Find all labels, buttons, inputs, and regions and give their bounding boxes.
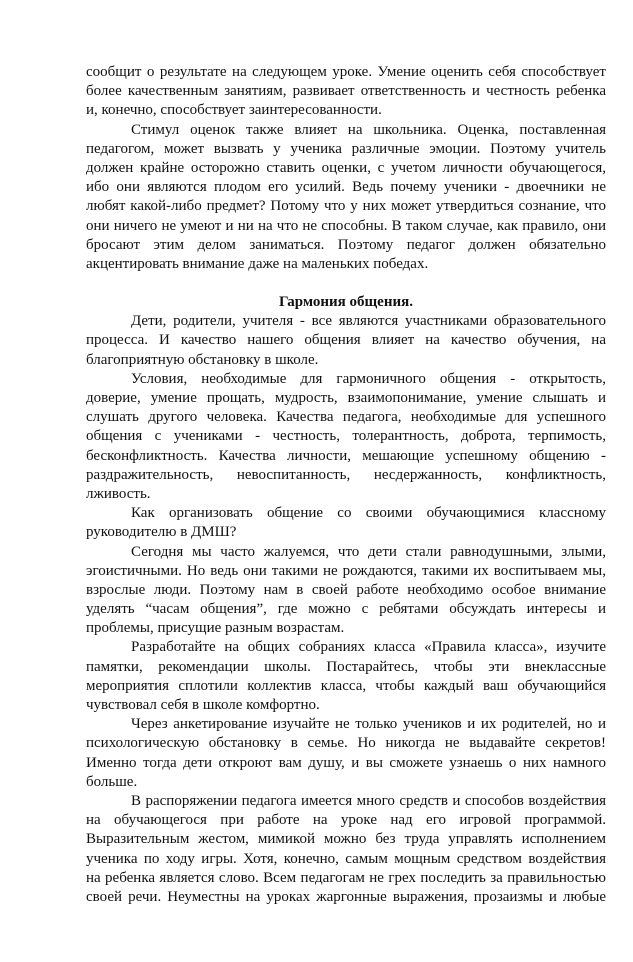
body-line: Разработайте на общих собраниях класса «Правила класса», изучите [131, 639, 606, 656]
body-line: ибо они являются плодом его усилий. Ведь почему ученики - двоечники не [86, 179, 606, 196]
body-line: взрослые люди. Поэтому нам в своей работе необходимо особое внимание [86, 581, 606, 598]
body-line: больше. [86, 773, 138, 790]
body-line: эгоистичными. Но ведь они такими не рождаются, такими их воспитываем мы, [86, 562, 606, 579]
body-line: психологическую обстановку в семье. Но никогда не выдавайте секретов! [86, 735, 606, 752]
body-line: педагогом, может вызвать у ученика различные эмоции. Поэтому учитель [86, 140, 606, 157]
body-line: памятки, рекомендации школы. Постарайтесь, чтобы эти внеклассные [86, 658, 606, 675]
body-line: Выразительным жестом, мимикой можно без труда управлять исполнением [86, 831, 606, 848]
body-line: мероприятия сплотили коллектив класса, чтобы каждый ваш обучающийся [86, 677, 606, 694]
body-line: Условия, необходимые для гармоничного общения - открытость, [131, 370, 606, 387]
body-line: они ничего не умеют и ни на что не способны. В таком случае, как правило, они [86, 217, 606, 234]
body-line: лживость. [86, 485, 151, 502]
body-line: и, конечно, способствует заинтересованности. [86, 102, 382, 119]
body-line: Сегодня мы часто жалуемся, что дети стали равнодушными, злыми, [131, 543, 606, 560]
body-line: более качественным занятиям, развивает ответственность и честность ребенка [86, 83, 606, 100]
body-line: процесса. И качество нашего общения влияет на качество обучения, на [86, 332, 606, 349]
body-line: на ребенка является слово. Всем педагогам не грех последить за правильностью [86, 869, 606, 886]
section-heading: Гармония общения. [279, 294, 413, 311]
body-line: слушать другого человека. Качества педагога, необходимые для успешного [86, 409, 606, 426]
body-line: бесконфликтность. Качества личности, мешающие успешному общению - [86, 447, 606, 464]
body-line: Стимул оценок также влияет на школьника. Оценка, поставленная [131, 121, 606, 138]
body-line: сообщит о результате на следующем уроке. Умение оценить себя способствует [86, 64, 606, 80]
body-line: Через анкетирование изучайте не только учеников и их родителей, но и [131, 716, 606, 733]
body-line: Дети, родители, учителя - все являются участниками образовательного [131, 313, 606, 330]
body-line: руководителю в ДМШ? [86, 524, 237, 541]
body-line: благоприятную обстановку в школе. [86, 351, 319, 368]
body-line: Именно тогда дети откроют вам душу, и вы сможете узнаешь о них намного [86, 754, 606, 771]
body-line: своей речи. Неуместны на уроках жаргонные выражения, прозаизмы и любые [86, 888, 606, 905]
body-line: должен крайне осторожно ставить оценки, с учетом личности обучающегося, [86, 159, 606, 176]
body-line: чувствовал себя в школе комфортно. [86, 697, 320, 713]
body-line: любят какой-либо предмет? Потому что у них может утвердиться сознание, что [86, 198, 606, 215]
document-body [86, 63, 606, 907]
body-line: раздражительность, невоспитанность, несдержанность, конфликтность, [86, 466, 606, 483]
body-line: В распоряжении педагога имеется много средств и способов воздействия [131, 792, 606, 809]
body-line: бросают этим делом заниматься. Поэтому педагог должен обязательно [86, 236, 606, 253]
body-line: ученика по ходу игры. Хотя, конечно, самым мощным средством воздействия [86, 850, 606, 867]
body-line: акцентировать внимание даже на маленьких победах. [86, 255, 429, 272]
body-line: уделять “часам общения”, где можно с ребятами обсуждать интересы и [86, 601, 606, 618]
body-line: доверие, умение прощать, мудрость, взаимопонимание, умение слышать и [86, 390, 606, 406]
body-line: проблемы, присущие разным возрастам. [86, 620, 345, 637]
body-line: общения с учениками - честность, толерантность, доброта, терпимость, [86, 428, 606, 445]
body-line: Как организовать общение со своими обучающимися классному [131, 505, 606, 522]
body-line: на обучающегося при работе на уроке над его игровой программой. [86, 812, 606, 829]
